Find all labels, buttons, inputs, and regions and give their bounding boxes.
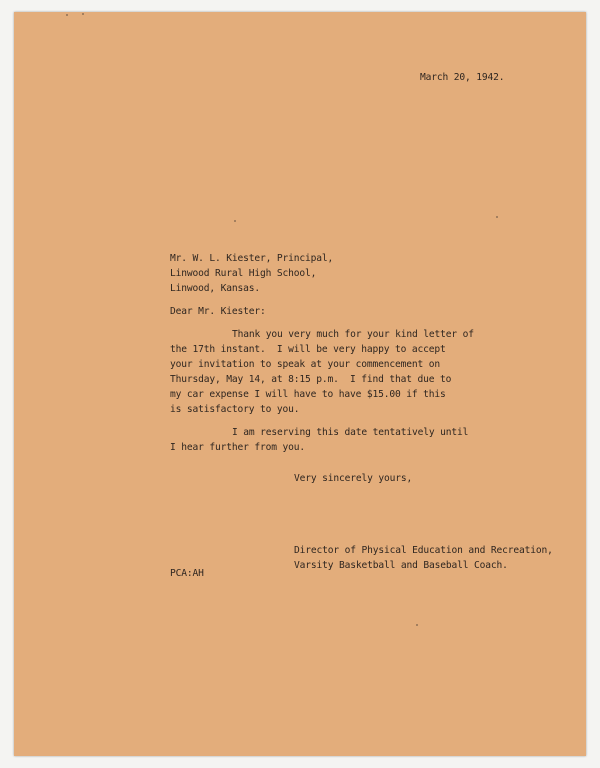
body-line: your invitation to speak at your commencement on bbox=[170, 359, 441, 370]
body-line: I am reserving this date tentatively until bbox=[232, 427, 469, 438]
body-line: my car expense I will have to have $15.00 if this bbox=[170, 389, 446, 400]
closing: Very sincerely yours, bbox=[294, 473, 413, 484]
body-line: is satisfactory to you. bbox=[170, 404, 300, 415]
signature-title-line: Varsity Basketball and Baseball Coach. bbox=[294, 560, 508, 571]
body-line: I hear further from you. bbox=[170, 442, 306, 453]
salutation: Dear Mr. Kiester: bbox=[170, 306, 266, 317]
paper-speck bbox=[416, 624, 418, 626]
letter-date: March 20, 1942. bbox=[420, 72, 505, 83]
letter-page bbox=[14, 12, 586, 756]
address-line: Mr. W. L. Kiester, Principal, bbox=[170, 253, 334, 264]
reference-initials: PCA:AH bbox=[170, 568, 204, 579]
paper-speck bbox=[82, 13, 84, 15]
paper-speck bbox=[496, 216, 498, 218]
address-line: Linwood, Kansas. bbox=[170, 283, 261, 294]
body-line: the 17th instant. I will be very happy to accept bbox=[170, 344, 446, 355]
signature-title-line: Director of Physical Education and Recreation, bbox=[294, 545, 553, 556]
body-line: Thank you very much for your kind letter of bbox=[232, 329, 474, 340]
body-line: Thursday, May 14, at 8:15 p.m. I find that due to bbox=[170, 374, 452, 385]
address-line: Linwood Rural High School, bbox=[170, 268, 317, 279]
paper-speck bbox=[66, 14, 68, 16]
paper-speck bbox=[234, 220, 236, 222]
